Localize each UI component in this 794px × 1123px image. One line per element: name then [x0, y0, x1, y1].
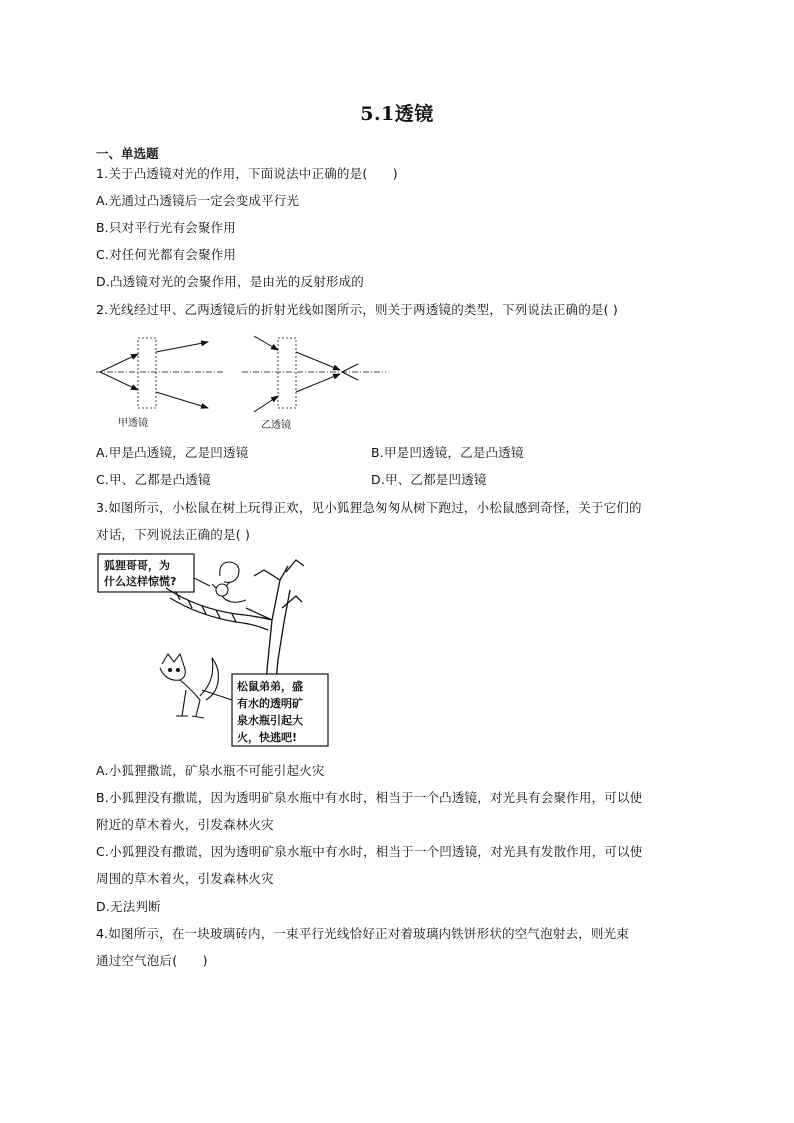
q3-option-b: B.小狐狸没有撒谎，因为透明矿泉水瓶中有水时，相当于一个凸透镜，对光具有会聚作用，可以使	[96, 790, 643, 805]
page-title: 5.1透镜	[360, 103, 434, 125]
q2-option-b: B.甲是凹透镜，乙是凸透镜	[371, 445, 524, 460]
squirrel	[212, 562, 246, 602]
q1-option-c: C.对任何光都有会聚作用	[96, 247, 237, 262]
q4-stem-line2: 通过空气泡后( )	[96, 953, 208, 968]
fox	[160, 654, 218, 718]
q3-option-d: D.无法判断	[96, 899, 161, 914]
q3-stem-line2: 对话，下列说法正确的是( )	[96, 527, 251, 542]
q1-option-d: D.凸透镜对光的会聚作用，是由光的反射形成的	[96, 274, 364, 289]
q4-stem-line1: 4.如图所示，在一块玻璃砖内，一束平行光线恰好正对着玻璃内铁饼形状的空气泡射去，则光束	[96, 926, 630, 941]
q2-stem: 2.光线经过甲、乙两透镜后的折射光线如图所示，则关于两透镜的类型，下列说法正确的是( )	[96, 302, 618, 317]
q3-option-a: A.小狐狸撒谎，矿泉水瓶不可能引起火灾	[96, 763, 325, 778]
q1-option-a: A.光通过凸透镜后一定会变成平行光	[96, 193, 300, 208]
lens-jia-label: 甲透镜	[118, 418, 148, 429]
q2-option-a: A.甲是凸透镜，乙是凹透镜	[96, 445, 249, 460]
q1-stem: 1.关于凸透镜对光的作用，下面说法中正确的是( )	[96, 166, 398, 181]
q2-option-d: D.甲、乙都是凹透镜	[371, 472, 487, 487]
lens-jia	[96, 338, 224, 408]
fox-bubble-line4: 火，快逃吧!	[237, 731, 298, 744]
lens-yi-label: 乙透镜	[261, 420, 291, 431]
squirrel-bubble-line2: 什么这样惊慌?	[104, 575, 177, 588]
squirrel-bubble-line1: 狐狸哥哥，为	[104, 559, 170, 572]
q1-option-b: B.只对平行光有会聚作用	[96, 220, 236, 235]
fox-bubble-line1: 松鼠弟弟，盛	[237, 680, 303, 693]
section-heading: 一、单选题	[96, 146, 159, 161]
q2-option-c: C.甲、乙都是凸透镜	[96, 472, 211, 487]
q3-stem-line1: 3.如图所示，小松鼠在树上玩得正欢，见小狐狸急匆匆从树下跑过，小松鼠感到奇怪，关于它们的	[96, 500, 642, 515]
fox-bubble-line2: 有水的透明矿	[237, 697, 303, 710]
q3-option-b-cont: 附近的草木着火，引发森林火灾	[96, 817, 274, 832]
lens-yi	[242, 336, 386, 412]
lens-diagram	[96, 328, 386, 432]
q3-option-c-cont: 周围的草木着火，引发森林火灾	[96, 871, 274, 886]
fox-bubble-line3: 泉水瓶引起大	[237, 714, 303, 727]
squirrel-fox-illustration	[96, 550, 336, 754]
q3-option-c: C.小狐狸没有撒谎，因为透明矿泉水瓶中有水时，相当于一个凹透镜，对光具有发散作用，可以使	[96, 844, 643, 859]
